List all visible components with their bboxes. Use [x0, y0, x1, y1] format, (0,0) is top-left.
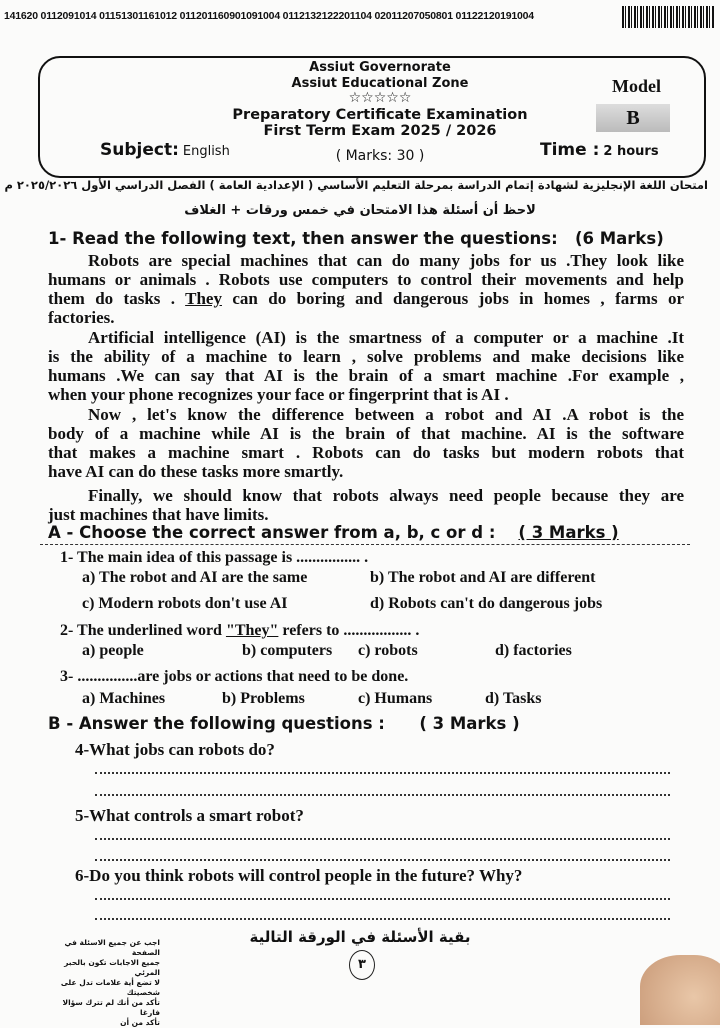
page-number: ٣ — [349, 950, 375, 980]
q2-stem: 2- The underlined word "They" refers to ................. . — [60, 622, 420, 639]
model-value: B — [596, 104, 670, 132]
passage-line: Now , let's know the difference between a robot and AI .A robot is the — [88, 405, 684, 424]
barcode-icon — [622, 6, 714, 28]
stars: ☆☆☆☆☆ — [348, 90, 412, 106]
term: First Term Exam 2025 / 2026 — [263, 123, 497, 139]
answer-line[interactable] — [95, 772, 670, 774]
zone: Assiut Educational Zone — [291, 76, 469, 91]
q2-option-a[interactable]: a) people — [82, 642, 144, 659]
q5-text: 5-What controls a smart robot? — [75, 806, 304, 825]
passage-line: have AI can do these tasks more smartly. — [48, 462, 344, 481]
partA-title: A - Choose the correct answer from a, b, c or d : ( 3 Marks ) — [48, 523, 619, 542]
governorate: Assiut Governorate — [309, 60, 451, 75]
passage-line: body of a machine while AI is the brain of that machine. AI is the software — [48, 424, 684, 443]
passage-line: when your phone recognizes your face or fingerprint that is AI . — [48, 385, 509, 404]
arabic-note: لاحظ أن أسئلة هذا الامتحان في خمس ورقات + الغلاف — [184, 203, 536, 218]
answer-line[interactable] — [95, 859, 670, 861]
q2-option-b[interactable]: b) computers — [242, 642, 333, 659]
answer-line[interactable] — [95, 898, 670, 900]
passage-line: Robots are special machines that can do many jobs for us .They look like — [88, 251, 684, 270]
q1-option-b[interactable]: b) The robot and AI are different — [370, 569, 596, 586]
exam-title: Preparatory Certificate Examination — [232, 107, 528, 123]
q6-text: 6-Do you think robots will control people in the future? Why? — [75, 866, 523, 885]
q3-option-d[interactable]: d) Tasks — [485, 690, 542, 707]
q3-option-c[interactable]: c) Humans — [358, 690, 433, 707]
passage-line: them do tasks . They can do boring and dangerous jobs in homes , farms or — [48, 289, 684, 308]
passage-line: that makes a machine smart . Robots can do tasks but modern robots that — [48, 443, 684, 462]
barcode-number: 141620 0112091014 01151301161012 011201160901091004 0112132122201104 02011207050801 01122120191004 — [4, 10, 534, 22]
arabic-exam-line: امتحان اللغة الإنجليزية لشهادة إتمام الدراسة بمرحلة التعليم الأساسي ( الإعدادية العامة ) الفصل الدراسي الأول ٢٠٢٥/٢٠٢٦ م — [4, 178, 708, 192]
answer-line[interactable] — [95, 838, 670, 840]
time: Time : 2 hours — [540, 140, 659, 160]
q1-title: 1- Read the following text, then answer the questions: (6 Marks) — [48, 229, 664, 248]
passage-line: is the ability of a machine to learn , solve problems and make decisions like — [48, 347, 684, 366]
passage-line: Finally, we should know that robots always need people because they are — [88, 486, 684, 505]
q1-option-d[interactable]: d) Robots can't do dangerous jobs — [370, 595, 603, 612]
q2-option-d[interactable]: d) factories — [495, 642, 572, 659]
q2-option-c[interactable]: c) robots — [358, 642, 418, 659]
marks: ( Marks: 30 ) — [335, 148, 425, 164]
answer-line[interactable] — [95, 918, 670, 920]
q3-option-b[interactable]: b) Problems — [222, 690, 305, 707]
partB-title: B - Answer the following questions : ( 3 Marks ) — [48, 714, 520, 733]
divider — [40, 544, 690, 545]
q1-option-a[interactable]: a) The robot and AI are the same — [82, 569, 308, 586]
subject: Subject: English — [100, 140, 230, 160]
q3-option-a[interactable]: a) Machines — [82, 690, 166, 707]
continue-note: بقية الأسئلة في الورقة التالية — [249, 928, 471, 946]
passage-line: just machines that have limits. — [48, 505, 269, 524]
passage-line: humans .We can say that AI is the brain of a smart machine .For example , — [48, 366, 684, 385]
q4-text: 4-What jobs can robots do? — [75, 740, 275, 759]
model-label: Model — [612, 76, 661, 96]
footer-notes: اجب عن جميع الاسئلة في الصفحة جميع الاجابات تكون بالحبر المرئي لا تضع أية علامات تدل على شخصيتك تأكد من أنك لم تترك سؤالا فارغا تأكد من أن — [60, 938, 160, 1027]
q1-stem: 1- The main idea of this passage is ................ . — [60, 549, 369, 566]
passage-line: Artificial intelligence (AI) is the smartness of a computer or a machine .It — [88, 328, 684, 347]
q3-stem: 3- ...............are jobs or actions that need to be done. — [60, 668, 409, 685]
thumb-image — [640, 955, 720, 1025]
passage-line: factories. — [48, 308, 115, 327]
passage-line: humans or animals . Robots use computers to control their movements and help — [48, 270, 684, 289]
answer-line[interactable] — [95, 794, 670, 796]
q1-option-c[interactable]: c) Modern robots don't use AI — [82, 595, 288, 612]
